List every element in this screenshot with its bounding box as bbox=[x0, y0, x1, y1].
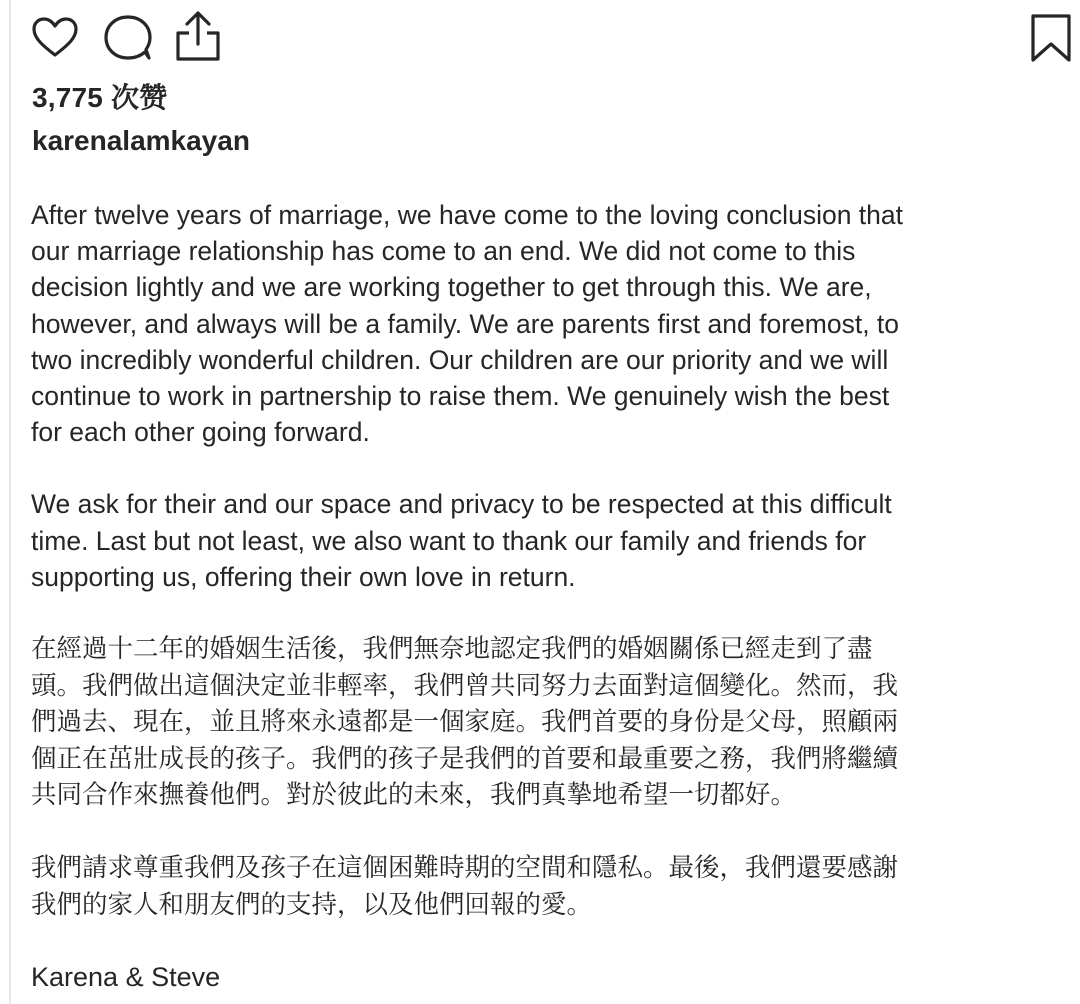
caption-paragraph-en-2: We ask for their and our space and privacy to be respected at this difficult time. Last but not least, we also want to thank our family and friends for supporting us, offering their own love in return. bbox=[31, 489, 892, 592]
paragraph-spacer bbox=[31, 595, 1071, 631]
post-action-bar bbox=[0, 0, 1080, 72]
paragraph-spacer bbox=[31, 450, 1071, 486]
share-upload-icon bbox=[170, 8, 226, 64]
post-username[interactable]: karenalamkayan bbox=[32, 125, 250, 156]
share-button[interactable] bbox=[170, 8, 226, 64]
caption-paragraph-zh-2: 我們請求尊重我們及孩子在這個困難時期的空間和隱私。最後，我們還要感謝 我們的家人和朋友們的支持，以及他們回報的愛。 bbox=[31, 853, 899, 920]
caption-paragraph-en-1: After twelve years of marriage, we have come to the loving conclusion that our marriage relationship has come to an end. We did not come to this decision lightly and we are working together to get through this. We are, however, and always will be a family. We are parents first and foremost, to two incredibly wonderful children. Our children are our priority and we will continue to work in partnership to raise them. We genuinely wish the best for each other going forward. bbox=[31, 200, 903, 448]
comment-button[interactable] bbox=[100, 12, 156, 62]
caption-paragraph-zh-1: 在經過十二年的婚姻生活後，我們無奈地認定我們的婚姻關係已經走到了盡 頭。我們做出這個決定並非輕率，我們曾共同努力去面對這個變化。然而，我 們過去、現在，並且將來永遠都是一個家庭。我們首要的身份是父母，照顧兩 個正在茁壯成長的孩子。我們的孩子是我們的首要和最重要之務，我們將繼續 共同合作來撫養他們。對於彼此的未來，我們真摯地希望一切都好。 bbox=[31, 634, 899, 811]
paragraph-spacer bbox=[31, 814, 1071, 850]
post-caption bbox=[31, 197, 1071, 995]
like-button[interactable] bbox=[30, 14, 80, 60]
comment-bubble-icon bbox=[100, 12, 156, 62]
save-button[interactable] bbox=[1029, 12, 1073, 64]
like-count[interactable]: 3,775 次赞 bbox=[32, 82, 168, 113]
heart-icon bbox=[30, 14, 80, 60]
bookmark-icon bbox=[1029, 12, 1073, 64]
caption-signature: Karena & Steve bbox=[31, 962, 221, 993]
paragraph-spacer bbox=[31, 923, 1071, 959]
